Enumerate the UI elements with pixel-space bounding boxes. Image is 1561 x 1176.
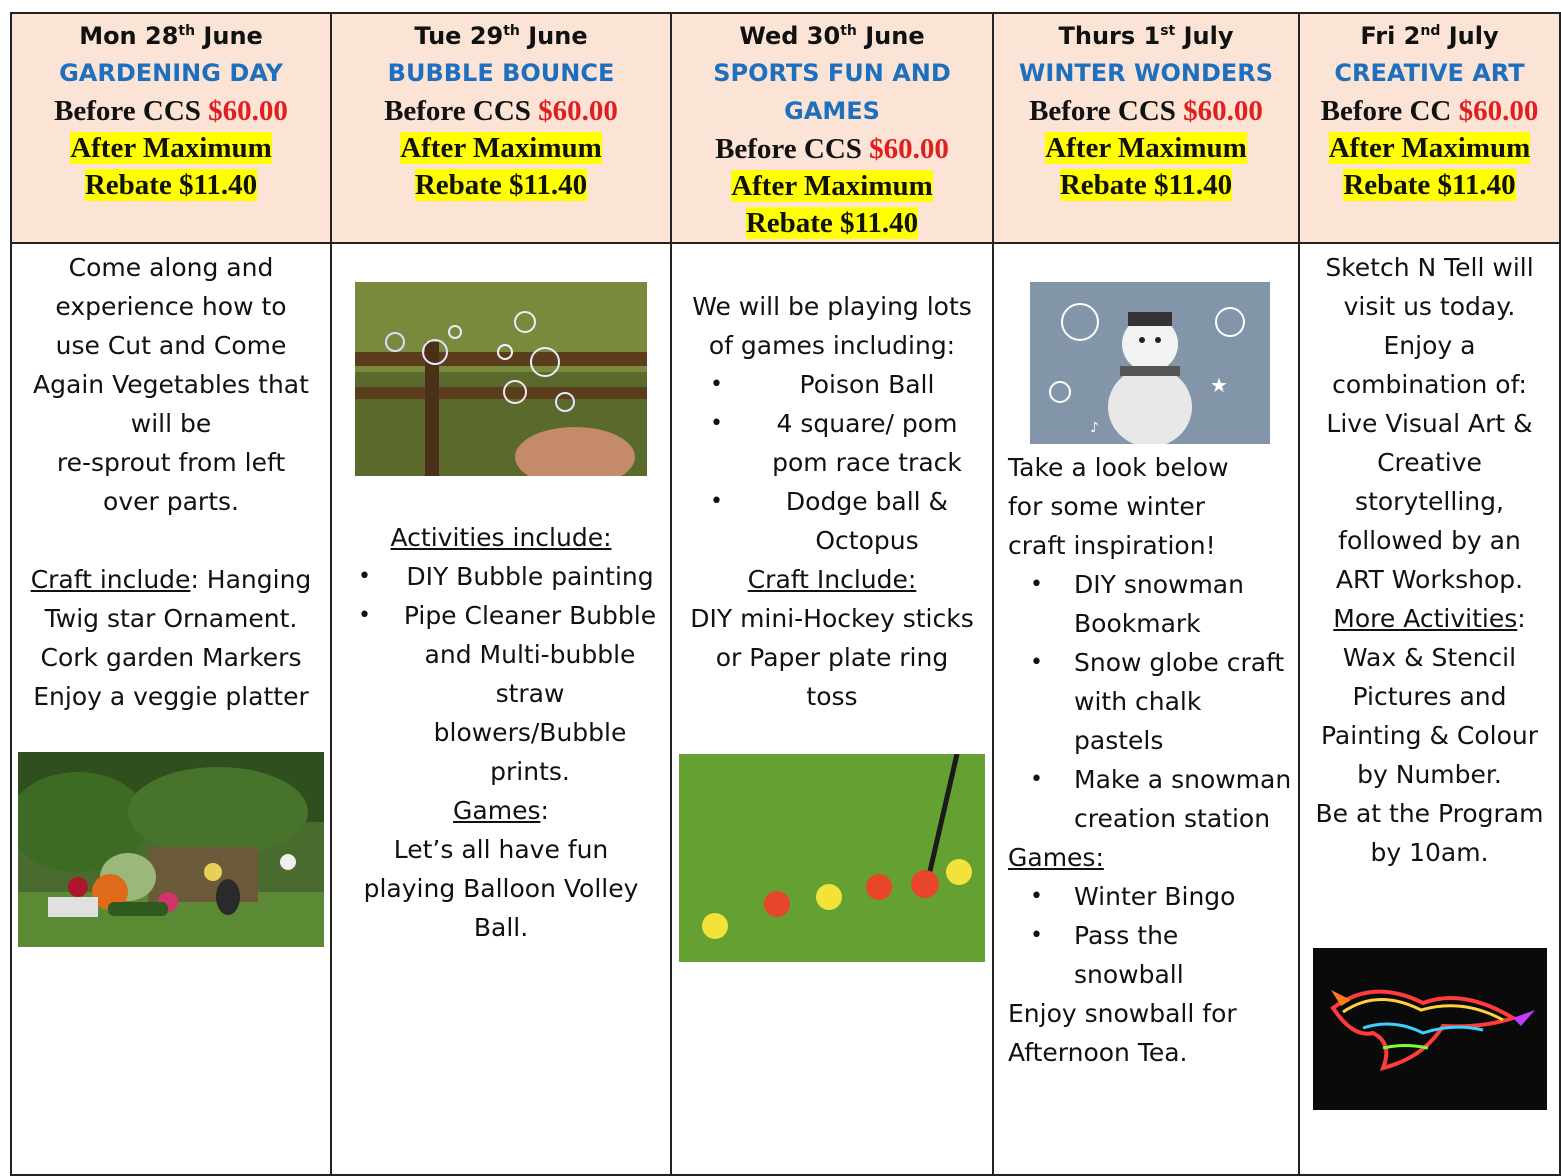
svg-text:★: ★ (1210, 373, 1228, 397)
price-line: Before CCS $60.00 (54, 95, 288, 127)
list-item: • Poison Ball (748, 365, 986, 404)
price-line: Before CCS $60.00 (384, 95, 618, 127)
rainbow-wolf-art (1313, 948, 1547, 1110)
day-theme: SPORTS FUN AND GAMES (713, 59, 951, 125)
day-title: Fri 2nd July (1360, 22, 1499, 50)
text-line: or Paper plate ring (715, 643, 949, 672)
text-line: Afternoon Tea. (1008, 1038, 1188, 1067)
day-content-fri (1299, 243, 1560, 1175)
text-line: Creative (1377, 448, 1482, 477)
day-theme: GARDENING DAY (59, 59, 283, 87)
games-label: Games: (453, 796, 549, 825)
rebate-line-2: Rebate $11.40 (84, 169, 258, 201)
activities-list (338, 557, 664, 791)
text-line: combination of: (1332, 370, 1527, 399)
rebate-line-2: Rebate $11.40 (414, 169, 588, 201)
vegetable-garden-photo (18, 752, 324, 947)
price-line: Before CCS $60.00 (1029, 95, 1263, 127)
text-line: Come along and (68, 253, 274, 282)
text-line: Wax & Stencil (1342, 643, 1517, 672)
text-line: Pictures and (1352, 682, 1507, 711)
text-line: Ball. (473, 913, 529, 942)
activities-label: Activities include: (390, 523, 612, 552)
text-line: over parts. (103, 487, 239, 516)
craft-line: Craft include: Hanging (30, 565, 312, 594)
day-theme: CREATIVE ART (1334, 59, 1525, 87)
games-list (678, 365, 986, 560)
day-theme: BUBBLE BOUNCE (387, 59, 615, 87)
program-table (10, 12, 1561, 1176)
text-line: by 10am. (1370, 838, 1489, 867)
header-row (11, 13, 1560, 243)
craft-list (1008, 565, 1292, 838)
list-item: • 4 square/ pom pom race track (748, 404, 986, 482)
day-content-thu (993, 243, 1299, 1175)
text-line: followed by an (1338, 526, 1521, 555)
list-item: • Winter Bingo (1074, 877, 1292, 916)
price-line: Before CC $60.00 (1320, 95, 1539, 127)
text-line: re-sprout from left (56, 448, 286, 477)
more-activities-label: More Activities: (1333, 604, 1526, 633)
games-label: Games: (1008, 843, 1104, 872)
text-line: for some winter (1008, 492, 1206, 521)
text-line: visit us today. (1343, 292, 1516, 321)
text-line: ART Workshop. (1335, 565, 1524, 594)
day-content-tue (331, 243, 671, 1175)
text-line: storytelling, (1355, 487, 1504, 516)
day-header-fri (1299, 13, 1560, 243)
rebate-line-2: Rebate $11.40 (1059, 169, 1233, 201)
day-title: Mon 28th June (79, 22, 263, 50)
text-line: Cork garden Markers (40, 643, 302, 672)
list-item: • Pipe Cleaner Bubble and Multi-bubble straw blowers/Bubble prints. (396, 596, 664, 791)
list-item: • Dodge ball & Octopus (748, 482, 986, 560)
text-line: We will be playing lots (692, 292, 972, 321)
text-line: experience how to (55, 292, 287, 321)
day-title: Wed 30th June (739, 22, 925, 50)
day-header-thu (993, 13, 1299, 243)
bubbles-photo (355, 282, 647, 476)
snowman-photo (1030, 282, 1270, 444)
day-content-wed (671, 243, 993, 1175)
list-item: • DIY Bubble painting (396, 557, 664, 596)
rebate-line-2: Rebate $11.40 (745, 207, 919, 239)
day-header-tue (331, 13, 671, 243)
content-row (11, 243, 1560, 1175)
rebate-line-1: After Maximum (731, 170, 933, 202)
text-line: Enjoy a (1383, 331, 1476, 360)
list-item: • DIY snowman Bookmark (1074, 565, 1292, 643)
rebate-line-1: After Maximum (1328, 132, 1531, 164)
list-item: • Snow globe craft with chalk pastels (1074, 643, 1292, 760)
text-line: of games including: (708, 331, 956, 360)
text-line: DIY mini-Hockey sticks (690, 604, 974, 633)
day-content-mon (11, 243, 331, 1175)
price-line: Before CCS $60.00 (715, 133, 949, 165)
games-list (1008, 877, 1292, 994)
text-line: playing Balloon Volley (363, 874, 639, 903)
list-item: • Pass the snowball (1074, 916, 1292, 994)
day-theme: WINTER WONDERS (1018, 59, 1274, 87)
text-line: use Cut and Come (55, 331, 287, 360)
day-header-wed (671, 13, 993, 243)
text-line: will be (130, 409, 212, 438)
list-item: • Make a snowman creation station (1074, 760, 1292, 838)
rebate-line-1: After Maximum (1045, 132, 1247, 164)
text-line: Enjoy a veggie platter (33, 682, 309, 711)
day-title: Tue 29th June (414, 22, 588, 50)
craft-label: Craft Include: (747, 565, 917, 594)
text-line: Live Visual Art & (1326, 409, 1533, 438)
text-line: Again Vegetables that (33, 370, 309, 399)
day-header-mon (11, 13, 331, 243)
text-line: by Number. (1357, 760, 1502, 789)
text-line: craft inspiration! (1008, 531, 1216, 560)
text-line: Twig star Ornament. (44, 604, 298, 633)
text-line: Take a look below (1008, 453, 1229, 482)
text-line: toss (806, 682, 858, 711)
rebate-line-2: Rebate $11.40 (1343, 169, 1516, 201)
hockey-balls-photo (679, 754, 985, 962)
text-line: Be at the Program (1315, 799, 1544, 828)
text-line: Painting & Colour (1320, 721, 1539, 750)
text-line: Sketch N Tell will (1325, 253, 1534, 282)
text-line: Let’s all have fun (393, 835, 609, 864)
rebate-line-1: After Maximum (400, 132, 602, 164)
day-title: Thurs 1st July (1058, 22, 1234, 50)
svg-text:♪: ♪ (1090, 420, 1099, 436)
rebate-line-1: After Maximum (70, 132, 272, 164)
text-line: Enjoy snowball for (1008, 999, 1237, 1028)
